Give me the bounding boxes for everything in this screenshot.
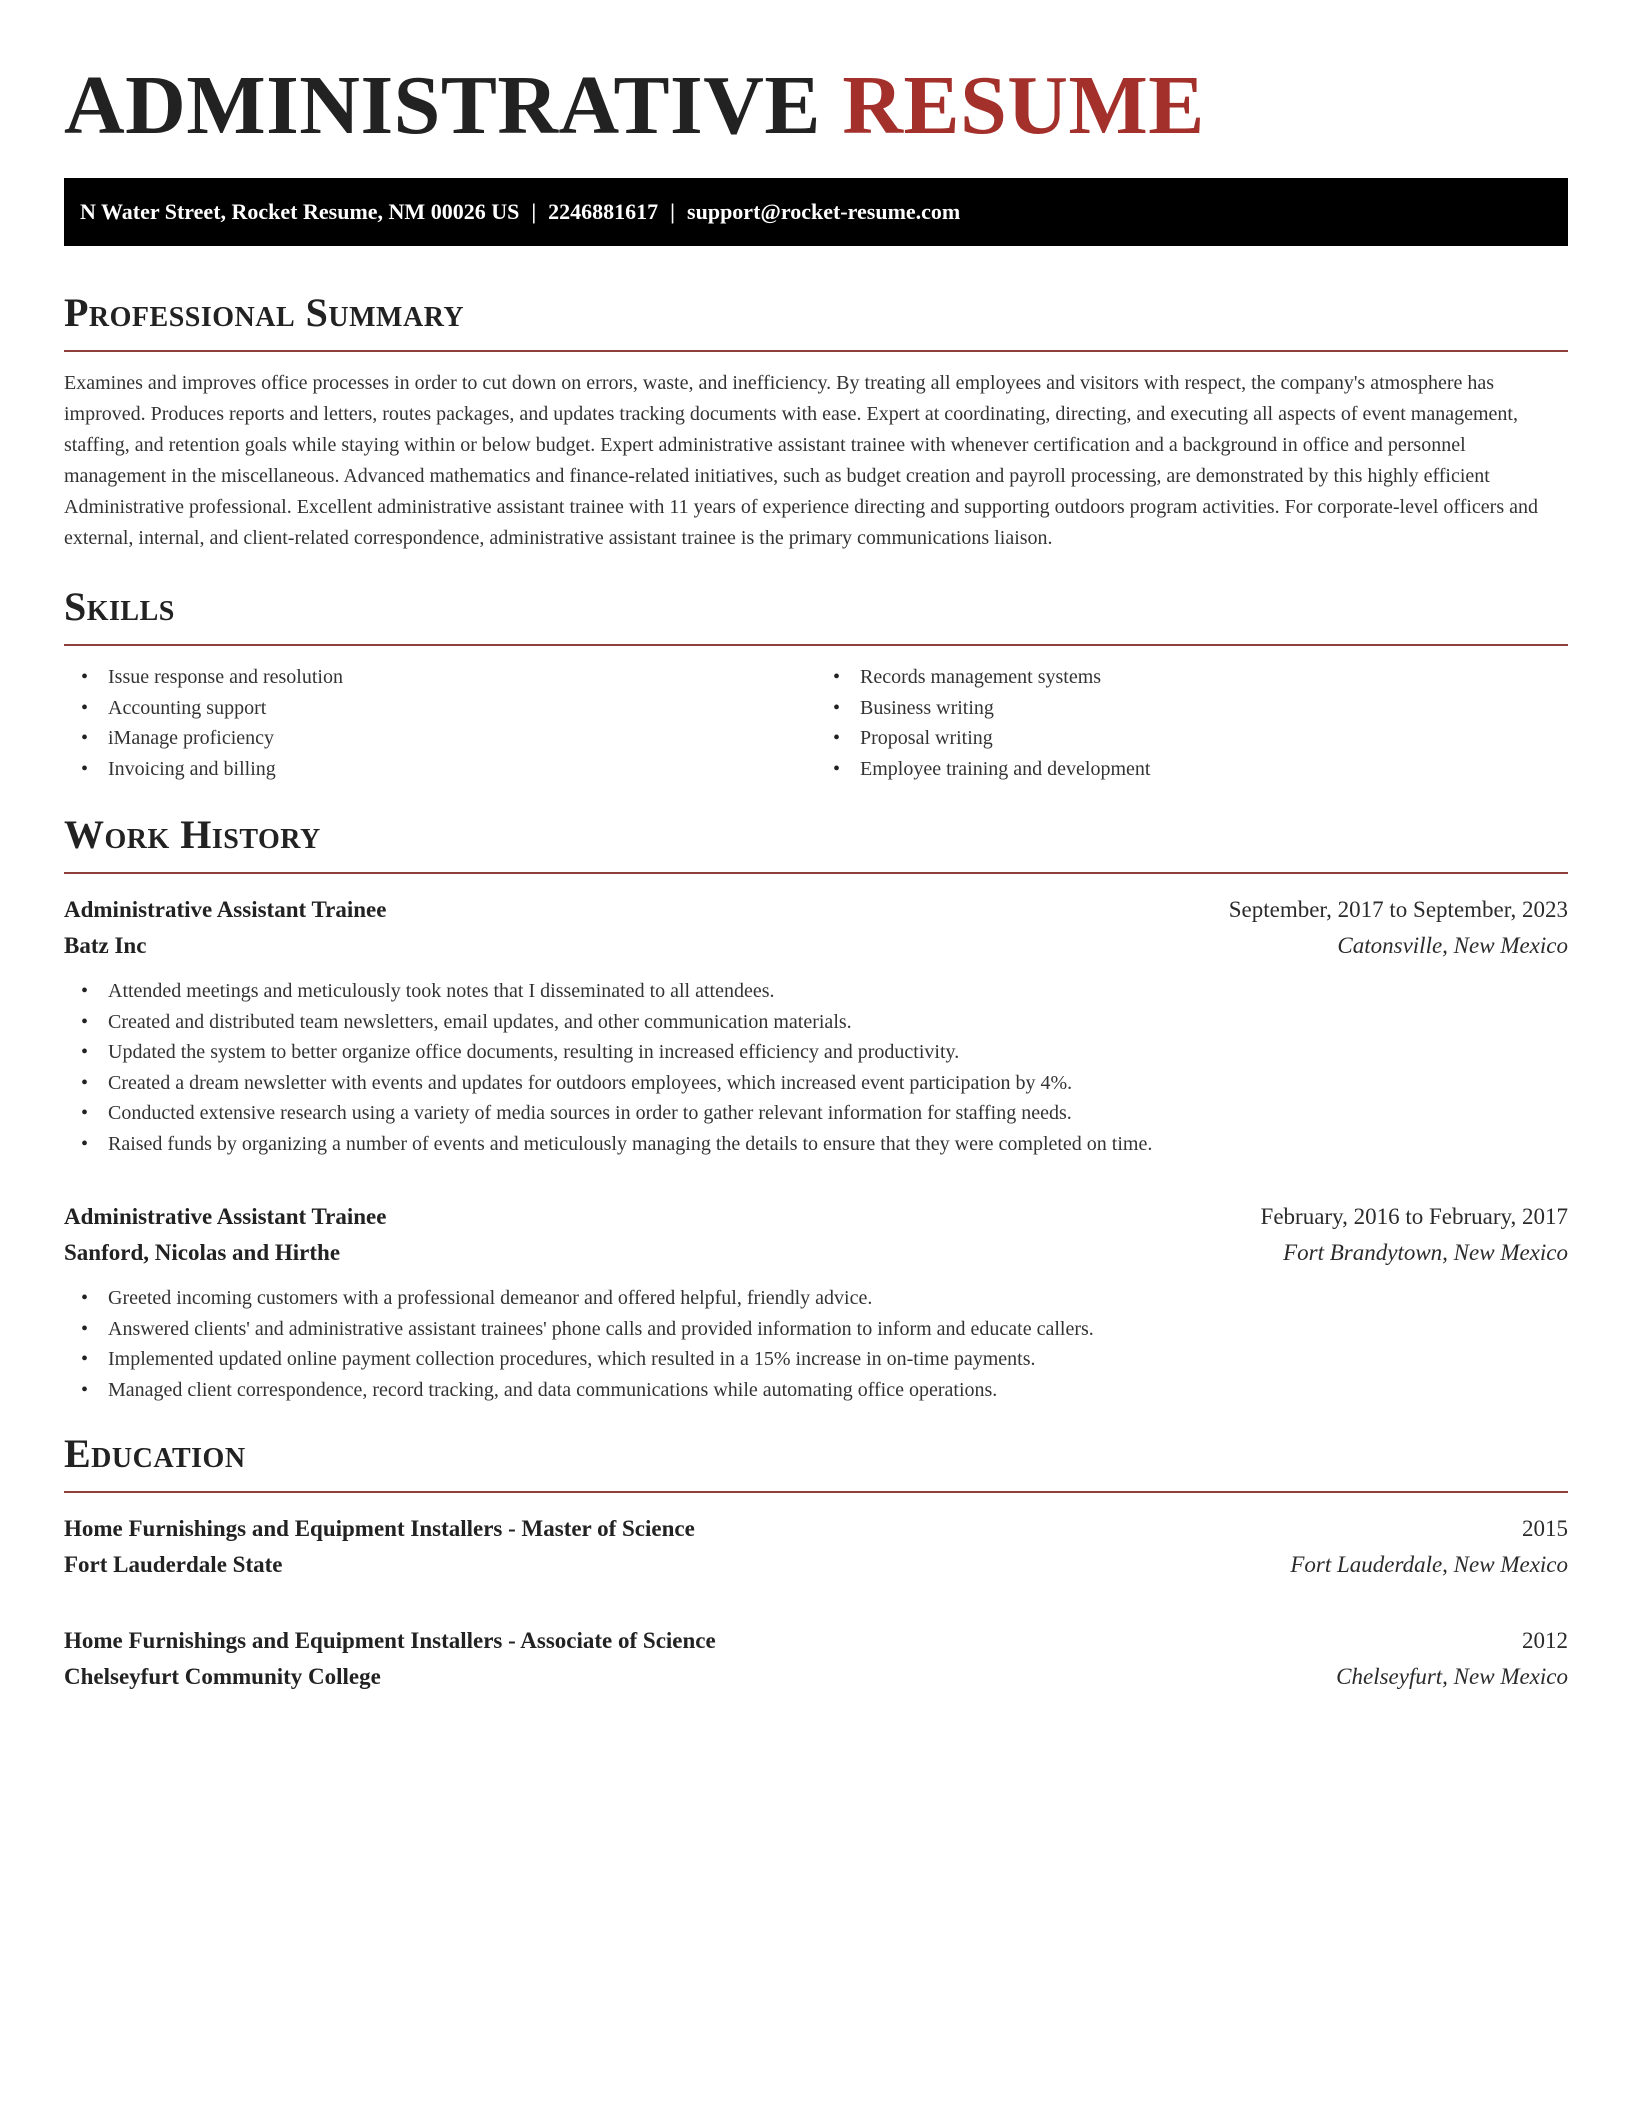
job-location: Catonsville, New Mexico [1337, 933, 1568, 958]
job-dates: February, 2016 to February, 2017 [1260, 1204, 1568, 1229]
job-company-row [64, 1235, 1568, 1271]
education-year: 2012 [1522, 1628, 1568, 1653]
education-location: Fort Lauderdale, New Mexico [1290, 1552, 1568, 1577]
job-bullets [64, 1283, 1568, 1405]
job-title: Administrative Assistant Trainee [64, 1204, 387, 1229]
skill-item: • Invoicing and billing [64, 754, 816, 785]
education-section [64, 1431, 1568, 1695]
education-heading: Education [64, 1431, 246, 1476]
job-company: Sanford, Nicolas and Hirthe [64, 1240, 341, 1265]
education-year: 2015 [1522, 1516, 1568, 1541]
contact-address: N Water Street, Rocket Resume, NM 00026 US [80, 199, 520, 224]
education-location: Chelseyfurt, New Mexico [1336, 1664, 1568, 1689]
skill-item: • Accounting support [64, 693, 816, 724]
job-bullet: • Created a dream newsletter with events and updates for outdoors employees, which increased event participation by 4%. [64, 1068, 1568, 1099]
skill-item: • Records management systems [816, 662, 1568, 693]
skills-heading: Skills [64, 584, 175, 629]
contact-email[interactable]: support@rocket-resume.com [687, 199, 961, 224]
education-school-row [64, 1659, 1568, 1695]
section-divider [64, 872, 1568, 874]
skills-section [64, 584, 1568, 784]
skills-list-right [816, 662, 1568, 784]
section-divider [64, 350, 1568, 352]
job-bullet: • Updated the system to better organize office documents, resulting in increased efficiency and productivity. [64, 1037, 1568, 1068]
job-bullet: • Greeted incoming customers with a professional demeanor and offered helpful, friendly advice. [64, 1283, 1568, 1314]
job-dates: September, 2017 to September, 2023 [1228, 897, 1568, 922]
education-degree: Home Furnishings and Equipment Installers - Associate of Science [64, 1628, 716, 1653]
job-bullet: • Answered clients' and administrative assistant trainees' phone calls and provided information to inform and educate callers. [64, 1314, 1568, 1345]
skills-list-left [64, 662, 816, 784]
summary-text: Examines and improves office processes in order to cut down on errors, waste, and inefficiency. By treating all employees and visitors with respect, the company's atmosphere has improved. Produces reports and letters, routes packages, and updates tracking documents with ease. Expert at coordinating, directing, and executing all aspects of event management, staffing, and retention goals while staying within or below budget. Expert administrative assistant trainee with whenever certification and a background in office and personnel management in the miscellaneous. Advanced mathematics and finance-related initiatives, such as budget creation and payroll processing, are demonstrated by this highly efficient Administrative professional. Excellent administrative assistant trainee with 11 years of experience directing and supporting outdoors program activities. For corporate-level officers and external, internal, and client-related correspondence, administrative assistant trainee is the primary communications liaison. [64, 372, 1538, 549]
title-main: ADMINISTRATIVE [64, 59, 821, 152]
education-degree-row [64, 1511, 1568, 1547]
contact-separator: | [670, 199, 676, 224]
title-accent: RESUME [842, 59, 1205, 152]
work-history-heading: Work History [64, 812, 321, 857]
work-history-section [64, 812, 1568, 1405]
section-divider [64, 1491, 1568, 1493]
education-school-row [64, 1547, 1568, 1583]
job-bullet: • Raised funds by organizing a number of events and meticulously managing the details to ensure that they were completed on time. [64, 1129, 1568, 1160]
job-bullet: • Managed client correspondence, record tracking, and data communications while automating office operations. [64, 1375, 1568, 1406]
section-divider [64, 644, 1568, 646]
skill-item: • Proposal writing [816, 723, 1568, 754]
job-bullets [64, 976, 1568, 1159]
education-entry [64, 1623, 1568, 1695]
job-title: Administrative Assistant Trainee [64, 897, 387, 922]
summary-heading: Professional Summary [64, 290, 465, 335]
skill-item: • Issue response and resolution [64, 662, 816, 693]
contact-separator: | [531, 199, 537, 224]
job-title-row [64, 892, 1568, 928]
education-entry [64, 1511, 1568, 1583]
job-company: Batz Inc [64, 933, 147, 958]
job-bullet: • Attended meetings and meticulously took notes that I disseminated to all attendees. [64, 976, 1568, 1007]
job-entry [64, 892, 1568, 1159]
job-bullet: • Implemented updated online payment collection procedures, which resulted in a 15% increase in on-time payments. [64, 1344, 1568, 1375]
job-title-row [64, 1199, 1568, 1235]
job-location: Fort Brandytown, New Mexico [1283, 1240, 1568, 1265]
contact-bar [64, 178, 1568, 246]
skill-item: • Employee training and development [816, 754, 1568, 785]
education-school: Fort Lauderdale State [64, 1552, 283, 1577]
job-bullet: • Conducted extensive research using a variety of media sources in order to gather relevant information for staffing needs. [64, 1098, 1568, 1129]
skills-columns [64, 662, 1568, 784]
job-bullet: • Created and distributed team newsletters, email updates, and other communication materials. [64, 1007, 1568, 1038]
education-school: Chelseyfurt Community College [64, 1664, 381, 1689]
skill-item: • iManage proficiency [64, 723, 816, 754]
job-company-row [64, 928, 1568, 964]
education-degree: Home Furnishings and Equipment Installers - Master of Science [64, 1516, 695, 1541]
resume-title [64, 58, 1568, 154]
job-entry [64, 1199, 1568, 1405]
education-degree-row [64, 1623, 1568, 1659]
skill-item: • Business writing [816, 693, 1568, 724]
contact-phone[interactable]: 2246881617 [548, 199, 659, 224]
summary-section [64, 290, 1568, 554]
